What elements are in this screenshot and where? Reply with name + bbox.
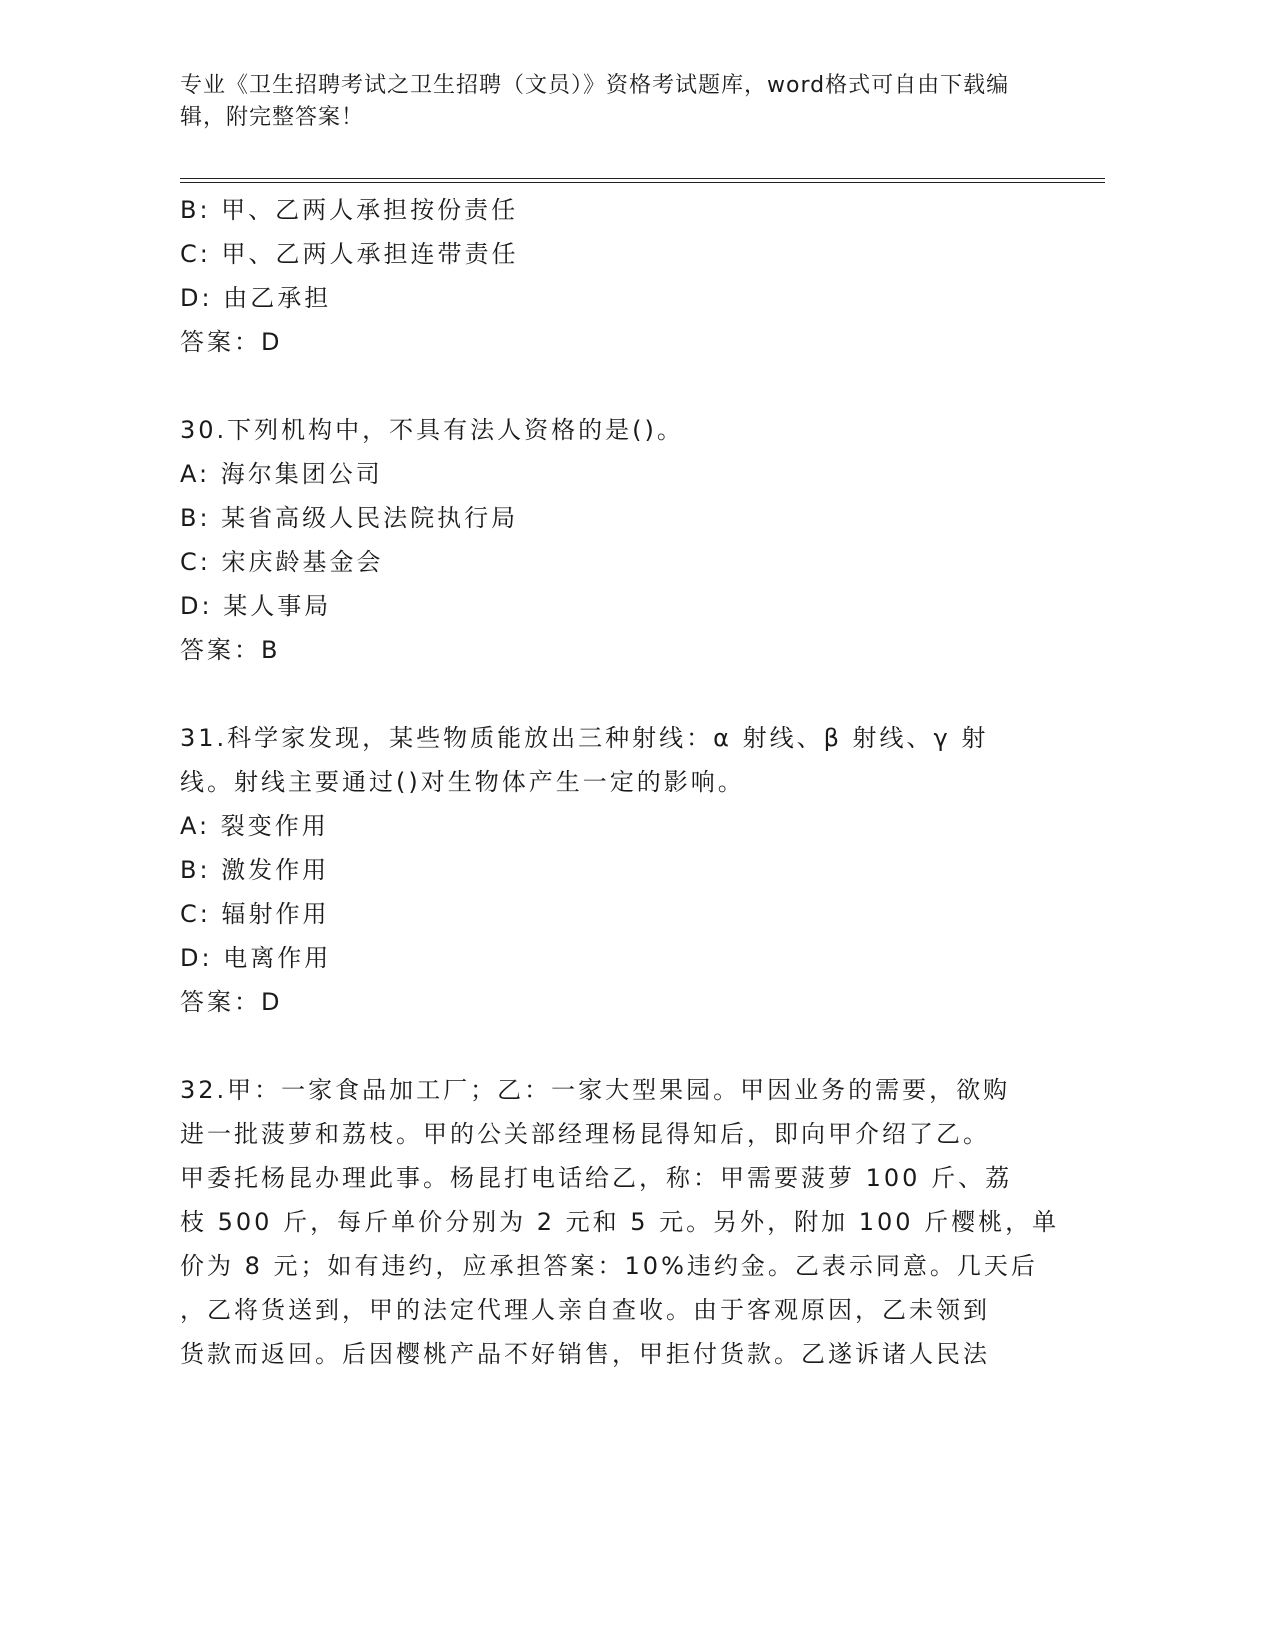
option-c: C: 宋庆龄基金会	[180, 548, 384, 576]
question-32-line: 进一批菠萝和荔枝。甲的公关部经理杨昆得知后，即向甲介绍了乙。	[180, 1120, 990, 1148]
option-a: A: 裂变作用	[180, 812, 329, 840]
answer-29: 答案：D	[180, 328, 283, 356]
option-b: B: 激发作用	[180, 856, 330, 884]
option-a: A: 海尔集团公司	[180, 460, 383, 488]
question-32-line: 32.甲：一家食品加工厂；乙：一家大型果园。甲因业务的需要，欲购	[180, 1076, 1011, 1104]
answer-31: 答案：D	[180, 988, 283, 1016]
option-d: D: 电离作用	[180, 944, 332, 972]
question-31-stem-line: 线。射线主要通过()对生物体产生一定的影响。	[180, 768, 745, 796]
spacer	[180, 364, 1040, 408]
option-c: C: 甲、乙两人承担连带责任	[180, 240, 519, 268]
document-body	[180, 188, 1060, 1376]
question-32-line: ，乙将货送到，甲的法定代理人亲自查收。由于客观原因，乙未领到	[180, 1296, 990, 1324]
question-32-line: 枝 500 斤，每斤单价分别为 2 元和 5 元。另外，附加 100 斤樱桃，单	[180, 1208, 1060, 1236]
spacer	[180, 1024, 1040, 1068]
spacer	[180, 672, 1040, 716]
document-header	[180, 70, 1040, 134]
question-32-line: 价为 8 元；如有违约，应承担答案：10%违约金。乙表示同意。几天后	[180, 1252, 1038, 1280]
option-b: B: 甲、乙两人承担按份责任	[180, 196, 519, 224]
question-32-line: 甲委托杨昆办理此事。杨昆打电话给乙，称：甲需要菠萝 100 斤、荔	[180, 1164, 1013, 1192]
header-divider	[180, 178, 1105, 183]
question-31-stem-line: 31.科学家发现，某些物质能放出三种射线：α 射线、β 射线、γ 射	[180, 724, 989, 752]
option-b: B: 某省高级人民法院执行局	[180, 504, 519, 532]
option-c: C: 辐射作用	[180, 900, 330, 928]
question-30-stem: 30.下列机构中，不具有法人资格的是()。	[180, 416, 684, 444]
question-32-line: 货款而返回。后因樱桃产品不好销售，甲拒付货款。乙遂诉诸人民法	[180, 1340, 990, 1368]
answer-30: 答案：B	[180, 636, 281, 664]
option-d: D: 某人事局	[180, 592, 332, 620]
header-text: 专业《卫生招聘考试之卫生招聘（文员）》资格考试题库，word格式可自由下载编辑，附完整答案！	[180, 73, 1010, 130]
option-d: D: 由乙承担	[180, 284, 332, 312]
